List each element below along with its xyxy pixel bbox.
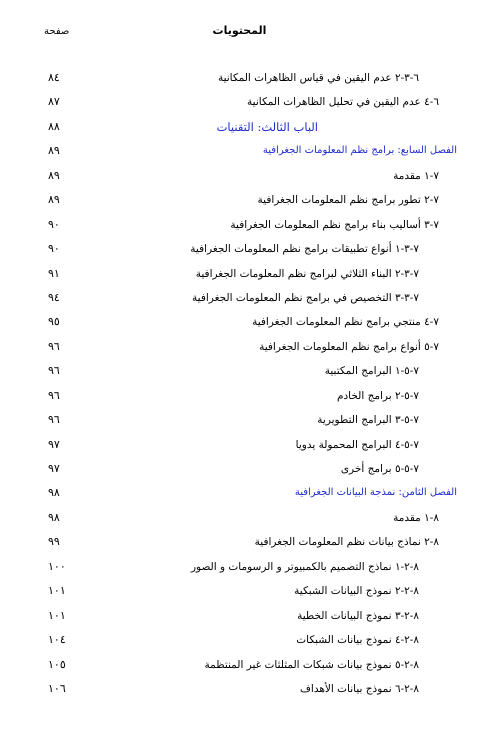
toc-entry bbox=[0, 508, 479, 532]
toc-entry-page: ٨٧ bbox=[48, 95, 60, 109]
toc-entry-page: ٩٤ bbox=[48, 290, 60, 304]
toc-entry bbox=[0, 215, 479, 239]
toc-entry-title: ٧-٥-٥ برامج أخرى bbox=[340, 463, 419, 475]
toc-entry-title: ٧-٣ أساليب بناء برامج نظم المعلومات الجغرافية bbox=[230, 218, 439, 231]
toc-entry bbox=[0, 312, 479, 336]
toc-entry-page: ٩٧ bbox=[48, 437, 60, 451]
toc-entry-title: ٦-٤ عدم اليقين في تحليل الظاهرات المكانية bbox=[247, 96, 439, 109]
toc-entry-title: ٧-٥-١ البرامج المكتبية bbox=[324, 365, 419, 378]
toc-entry bbox=[0, 337, 479, 361]
toc-entry bbox=[0, 166, 479, 190]
toc-entry-page: ٩١ bbox=[48, 266, 60, 280]
toc-entry-page: ٨٩ bbox=[48, 168, 60, 182]
toc-list bbox=[0, 68, 479, 703]
toc-entry-title: ٨-٢-٦ نموذج بيانات الأهداف bbox=[300, 682, 419, 695]
toc-entry-page: ٩٧ bbox=[48, 462, 60, 475]
toc-entry-title: ٧-٣-٣ التخصيص في برامج نظم المعلومات الجغرافية bbox=[192, 291, 419, 304]
toc-entry bbox=[0, 92, 479, 116]
toc-entry bbox=[0, 361, 479, 385]
toc-entry-page: ٩٩ bbox=[48, 535, 60, 549]
toc-entry bbox=[0, 239, 479, 263]
toc-entry-page: ٩٦ bbox=[48, 339, 60, 353]
toc-entry-page: ٨٤ bbox=[48, 71, 60, 84]
toc-entry bbox=[0, 288, 479, 312]
toc-entry bbox=[0, 410, 479, 434]
toc-entry-title: الفصل السابع: برامج نظم المعلومات الجغرافية bbox=[262, 145, 457, 157]
toc-entry bbox=[0, 655, 479, 679]
toc-entry bbox=[0, 581, 479, 605]
page-column-label: صفحة bbox=[44, 26, 70, 37]
toc-chapter-heading bbox=[0, 141, 479, 165]
toc-entry-title: ٧-٣-١ أنواع تطبيقات برامج نظم المعلومات الجغرافية bbox=[190, 243, 419, 256]
toc-entry-page: ٩٨ bbox=[48, 510, 60, 524]
toc-entry-page: ٩٦ bbox=[48, 413, 60, 427]
toc-entry-page: ٩٥ bbox=[48, 315, 60, 329]
toc-entry-title: ٧-٥-٤ البرامج المحمولة يدويا bbox=[295, 438, 419, 451]
toc-entry-title: ٨-٢-١ نماذج التصميم بالكمبيوتر و الرسومات و الصور bbox=[190, 560, 419, 573]
page-title: المحتويات bbox=[212, 24, 267, 37]
toc-entry-title: الباب الثالث: التقنيات bbox=[216, 119, 318, 134]
toc-entry-title: الفصل الثامن: نمذجة البيانات الجغرافية bbox=[294, 487, 457, 499]
toc-entry bbox=[0, 386, 479, 410]
toc-entry bbox=[0, 68, 479, 92]
toc-entry-title: ٧-٣-٢ البناء الثلاثي لبرامج نظم المعلومات الجغرافية bbox=[195, 267, 419, 280]
toc-entry-page: ٩٨ bbox=[48, 486, 60, 500]
toc-entry-title: ٨-٢-٥ نموذج بيانات شبكات المثلثات غير المنتظمة bbox=[204, 658, 419, 671]
toc-entry-title: ٧-٥-٢ برامج الخادم bbox=[336, 389, 419, 402]
toc-entry-page: ١٠٦ bbox=[48, 681, 66, 695]
toc-entry bbox=[0, 459, 479, 483]
toc-entry-page: ١٠١ bbox=[48, 584, 66, 598]
toc-entry-page: ٩٠ bbox=[48, 217, 60, 231]
toc-part-heading bbox=[0, 117, 479, 141]
toc-entry-page: ٨٩ bbox=[48, 193, 60, 207]
toc-entry-page: ٩٦ bbox=[48, 364, 60, 378]
toc-entry-title: ٨-٢-٢ نموذج البيانات الشبكية bbox=[294, 585, 419, 598]
toc-entry-title: ٧-٢ تطور برامج نظم المعلومات الجغرافية bbox=[257, 194, 439, 207]
toc-entry bbox=[0, 679, 479, 703]
toc-entry bbox=[0, 435, 479, 459]
toc-entry bbox=[0, 606, 479, 630]
toc-entry-title: ٧-٤ منتجي برامج نظم المعلومات الجغرافية bbox=[252, 316, 439, 329]
toc-entry bbox=[0, 190, 479, 214]
toc-entry bbox=[0, 630, 479, 654]
toc-entry-title: ٧-٥ أنواع برامج نظم المعلومات الجغرافية bbox=[259, 340, 439, 353]
toc-entry-title: ٧-١ مقدمة bbox=[393, 169, 439, 182]
toc-entry-page: ١٠٠ bbox=[48, 559, 66, 573]
toc-entry-page: ٩٠ bbox=[48, 242, 60, 256]
toc-entry-title: ٨-٢ نماذج بيانات نظم المعلومات الجغرافية bbox=[254, 536, 439, 549]
toc-entry-page: ١٠٤ bbox=[48, 633, 66, 647]
toc-entry-title: ٧-٥-٣ البرامج التطويرية bbox=[317, 414, 419, 427]
toc-entry bbox=[0, 532, 479, 556]
toc-entry-title: ٦-٣-٢ عدم اليقين في قياس الظاهرات المكانية bbox=[217, 72, 419, 84]
toc-entry-page: ١٠٥ bbox=[48, 657, 66, 671]
toc-entry-title: ٨-١ مقدمة bbox=[393, 511, 439, 524]
toc-chapter-heading bbox=[0, 483, 479, 507]
toc-entry-page: ٨٩ bbox=[48, 144, 60, 158]
toc-entry-title: ٨-٢-٤ نموذج بيانات الشبكات bbox=[296, 634, 419, 647]
toc-entry-page: ٨٨ bbox=[48, 119, 60, 133]
toc-entry-page: ١٠١ bbox=[48, 608, 66, 622]
toc-entry bbox=[0, 264, 479, 288]
toc-entry-title: ٨-٢-٣ نموذج البيانات الخطية bbox=[297, 609, 419, 622]
toc-entry-page: ٩٦ bbox=[48, 388, 60, 402]
toc-entry bbox=[0, 557, 479, 581]
